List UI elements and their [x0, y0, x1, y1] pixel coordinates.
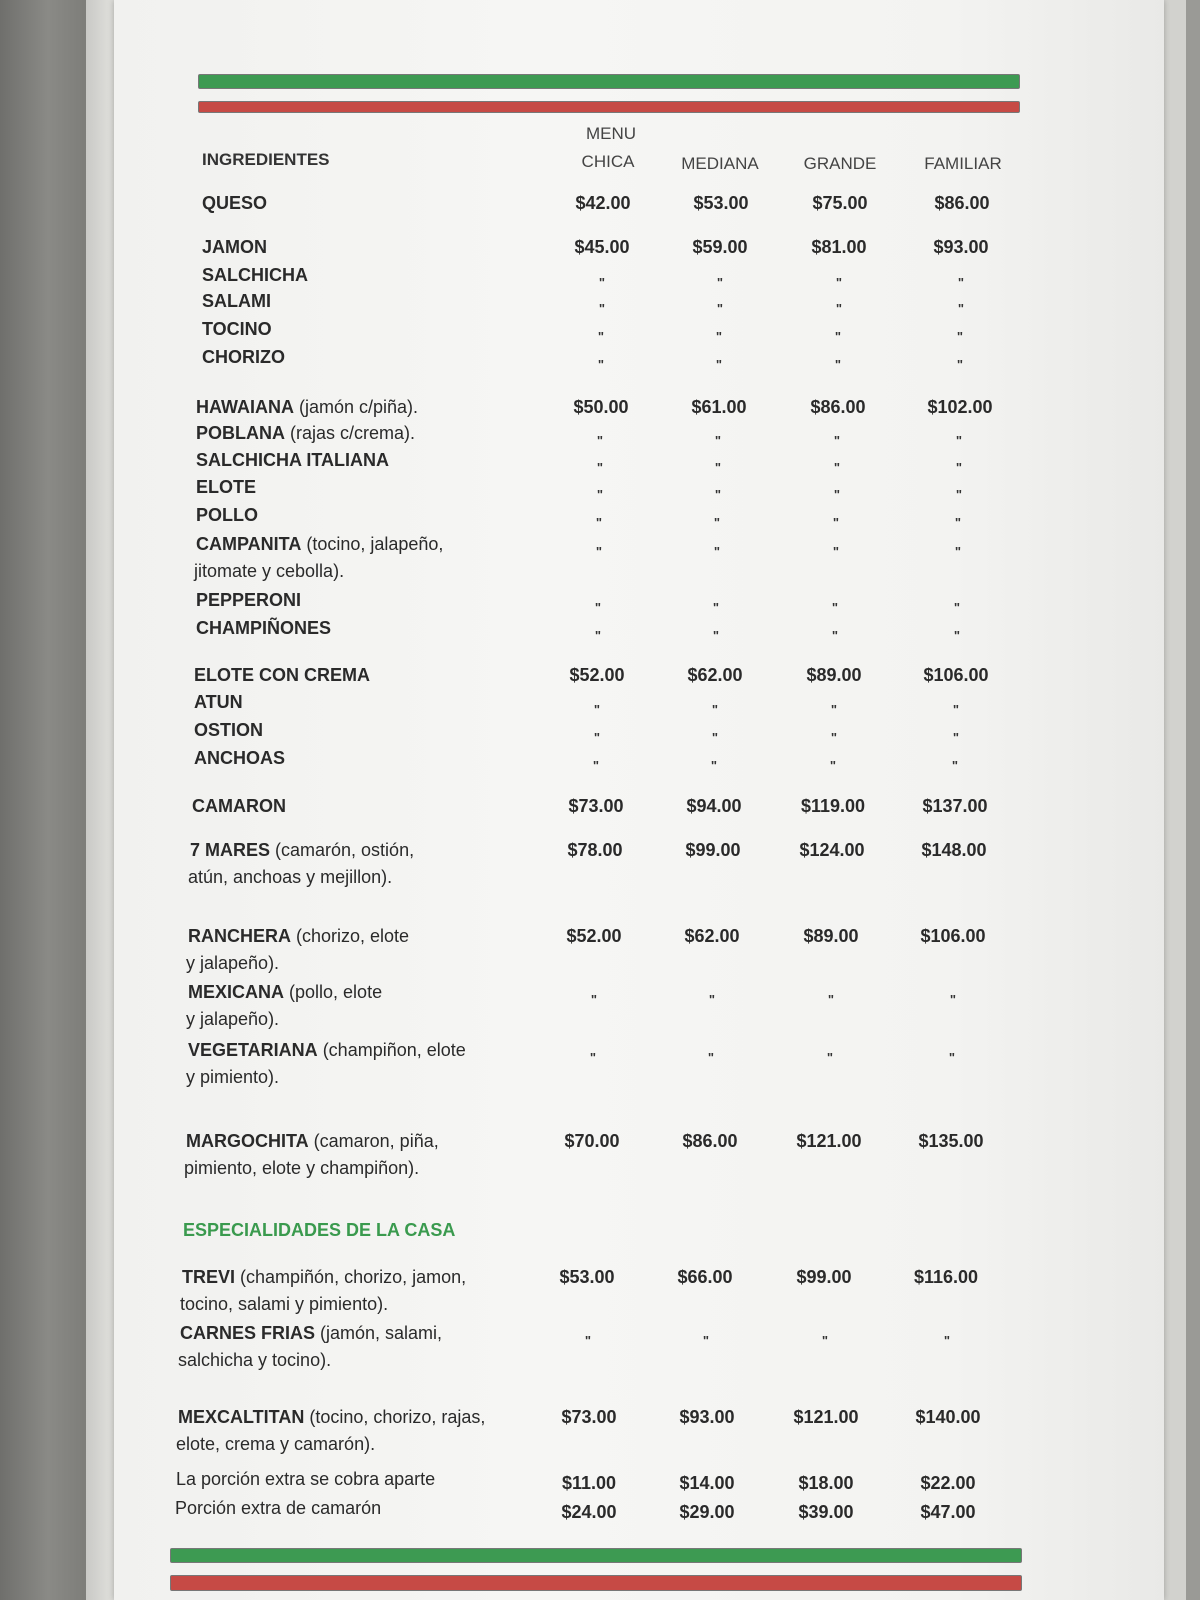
menu-item: [180, 1323, 442, 1344]
price-value: $18.00: [798, 1473, 854, 1493]
item-name: RANCHERA: [188, 926, 291, 946]
price-value: $116.00: [913, 1267, 979, 1287]
menu-item: [202, 265, 308, 286]
price-ditto-mark: ": [821, 1333, 829, 1348]
price-value: $53.00: [559, 1267, 615, 1287]
item-name: ANCHOAS: [194, 748, 286, 768]
menu-item: [196, 534, 443, 555]
menu-item: [194, 748, 285, 769]
price-ditto-mark: ": [584, 1333, 592, 1348]
price-ditto-mark: ": [716, 275, 724, 290]
item-description: (tocino, chorizo, rajas,: [304, 1407, 486, 1427]
price-value: $24.00: [561, 1502, 617, 1522]
price-value: $47.00: [920, 1502, 976, 1522]
price-ditto-mark: ": [707, 1050, 715, 1065]
price-value: $14.00: [679, 1473, 735, 1493]
item-name: POLLO: [196, 505, 258, 525]
price-value: $42.00: [575, 193, 631, 213]
menu-item: [186, 1131, 439, 1152]
item-description-continued: atún, anchoas y mejillon).: [188, 867, 393, 887]
item-name: MEXICANA: [188, 982, 285, 1002]
item-name: QUESO: [202, 193, 268, 213]
price-ditto-mark: ": [712, 628, 720, 643]
price-ditto-mark: ": [593, 730, 601, 745]
price-ditto-mark: ": [831, 600, 839, 615]
price-ditto-mark: ": [715, 329, 723, 344]
menu-item: [196, 477, 256, 498]
size-familiar-header: FAMILIAR: [924, 154, 1002, 173]
price-ditto-mark: ": [590, 992, 598, 1007]
price-ditto-mark: ": [595, 544, 603, 559]
price-ditto-mark: ": [593, 702, 601, 717]
menu-item: [196, 397, 418, 418]
price-ditto-mark: ": [949, 992, 957, 1007]
price-value: $106.00: [923, 665, 989, 685]
menu-item: [194, 692, 243, 713]
item-name: ELOTE: [196, 477, 257, 497]
price-value: $135.00: [918, 1131, 984, 1151]
item-description-continued: y jalapeño).: [186, 1009, 280, 1029]
price-ditto-mark: ": [830, 730, 838, 745]
price-ditto-mark: ": [957, 275, 965, 290]
price-ditto-mark: ": [834, 329, 842, 344]
ingredients-header: INGREDIENTES: [202, 150, 330, 169]
menu-item: [202, 347, 285, 368]
price-value: $93.00: [679, 1407, 735, 1427]
price-ditto-mark: ": [595, 515, 603, 530]
price-value: $94.00: [686, 796, 742, 816]
menu-item: [182, 1267, 466, 1288]
price-value: $86.00: [682, 1131, 738, 1151]
item-description-continued: salchicha y tocino).: [178, 1350, 332, 1370]
item-name: SALCHICHA: [202, 265, 308, 285]
price-value: $52.00: [569, 665, 625, 685]
price-ditto-mark: ": [953, 628, 961, 643]
price-ditto-mark: ": [592, 758, 600, 773]
price-ditto-mark: ": [831, 628, 839, 643]
price-ditto-mark: ": [835, 301, 843, 316]
price-ditto-mark: ": [834, 357, 842, 372]
item-description-continued: pimiento, elote y champiñon).: [184, 1158, 420, 1178]
price-ditto-mark: ": [589, 1050, 597, 1065]
price-value: $99.00: [685, 840, 741, 860]
price-ditto-mark: ": [830, 702, 838, 717]
price-ditto-mark: ": [713, 544, 721, 559]
menu-item: [188, 926, 409, 947]
menu-item: [192, 796, 286, 817]
price-value: $86.00: [934, 193, 990, 213]
price-value: $70.00: [564, 1131, 620, 1151]
price-ditto-mark: ": [596, 487, 604, 502]
size-grande-header: GRANDE: [803, 154, 877, 173]
price-value: $89.00: [803, 926, 859, 946]
item-description: (rajas c/crema).: [285, 423, 416, 443]
price-value: $121.00: [793, 1407, 859, 1427]
price-ditto-mark: ": [713, 515, 721, 530]
price-ditto-mark: ": [598, 275, 606, 290]
price-value: $121.00: [796, 1131, 862, 1151]
extra-portion-label: La porción extra se cobra aparte: [176, 1469, 436, 1489]
item-name: SALCHICHA ITALIANA: [196, 450, 389, 470]
item-name: 7 MARES: [190, 840, 271, 860]
price-value: $45.00: [574, 237, 630, 257]
item-description: (champiñon, elote: [317, 1040, 466, 1060]
item-name: ELOTE CON CREMA: [194, 665, 371, 685]
size-chica-header: CHICA: [581, 152, 635, 171]
price-value: $119.00: [800, 796, 866, 816]
price-ditto-mark: ": [833, 433, 841, 448]
price-ditto-mark: ": [711, 730, 719, 745]
price-value: $11.00: [561, 1473, 617, 1493]
menu-item: [196, 590, 301, 611]
menu-item: [194, 665, 370, 686]
price-value: $29.00: [679, 1502, 735, 1522]
price-value: $102.00: [927, 397, 993, 417]
item-name: CARNES FRIAS: [180, 1323, 316, 1343]
item-name: PEPPERONI: [196, 590, 302, 610]
menu-item: [196, 505, 258, 526]
price-ditto-mark: ": [832, 515, 840, 530]
price-value: $61.00: [691, 397, 747, 417]
menu-item: [188, 1040, 466, 1061]
price-ditto-mark: ": [952, 702, 960, 717]
item-name: OSTION: [194, 720, 264, 740]
menu-header-label: MENU: [585, 124, 637, 143]
price-ditto-mark: ": [710, 758, 718, 773]
item-name: TREVI: [182, 1267, 236, 1287]
item-description-continued: tocino, salami y pimiento).: [180, 1294, 389, 1314]
item-description: (jamón, salami,: [315, 1323, 443, 1343]
price-ditto-mark: ": [955, 487, 963, 502]
price-value: $52.00: [566, 926, 622, 946]
price-ditto-mark: ": [833, 460, 841, 475]
price-ditto-mark: ": [597, 357, 605, 372]
price-value: $73.00: [568, 796, 624, 816]
price-ditto-mark: ": [715, 357, 723, 372]
price-value: $137.00: [922, 796, 988, 816]
price-value: $50.00: [573, 397, 629, 417]
menu-item: [178, 1407, 485, 1428]
price-ditto-mark: ": [955, 460, 963, 475]
price-ditto-mark: ": [714, 460, 722, 475]
menu-item: [196, 450, 389, 471]
price-ditto-mark: ": [596, 433, 604, 448]
price-ditto-mark: ": [596, 460, 604, 475]
item-name: ATUN: [194, 692, 243, 712]
price-value: $86.00: [810, 397, 866, 417]
price-ditto-mark: ": [951, 758, 959, 773]
item-description-continued: elote, crema y camarón).: [176, 1434, 376, 1454]
item-name: CHORIZO: [202, 347, 285, 367]
price-ditto-mark: ": [957, 301, 965, 316]
price-ditto-mark: ": [829, 758, 837, 773]
price-value: $59.00: [692, 237, 748, 257]
price-ditto-mark: ": [835, 275, 843, 290]
item-name: POBLANA: [196, 423, 285, 443]
price-ditto-mark: ": [714, 487, 722, 502]
price-ditto-mark: ": [954, 544, 962, 559]
price-ditto-mark: ": [712, 600, 720, 615]
specials-title: ESPECIALIDADES DE LA CASA: [183, 1220, 456, 1240]
menu-item: [188, 982, 382, 1003]
item-description: (jamón c/piña).: [294, 397, 419, 417]
bottom-red-stripe: [170, 1575, 1022, 1591]
price-value: $124.00: [799, 840, 865, 860]
item-name: HAWAIANA: [196, 397, 294, 417]
menu-item: [190, 840, 414, 861]
item-name: MEXCALTITAN: [178, 1407, 305, 1427]
price-ditto-mark: ": [953, 600, 961, 615]
price-value: $62.00: [687, 665, 743, 685]
item-description-continued: jitomate y cebolla).: [194, 561, 345, 581]
menu-item: [202, 193, 267, 214]
item-description: (camaron, piña,: [308, 1131, 439, 1151]
item-name: TOCINO: [202, 319, 272, 339]
price-value: $93.00: [933, 237, 989, 257]
price-value: $99.00: [796, 1267, 852, 1287]
top-green-stripe: [198, 74, 1020, 89]
bottom-green-stripe: [170, 1548, 1022, 1563]
menu-item: [196, 423, 415, 444]
price-ditto-mark: ": [954, 515, 962, 530]
menu-item: [194, 720, 263, 741]
price-ditto-mark: ": [943, 1333, 951, 1348]
menu-item: [202, 237, 267, 258]
item-description: (champiñón, chorizo, jamon,: [235, 1267, 467, 1287]
item-name: JAMON: [202, 237, 268, 257]
item-description: (chorizo, elote: [291, 926, 410, 946]
menu-item: [202, 319, 272, 340]
price-ditto-mark: ": [702, 1333, 710, 1348]
price-ditto-mark: ": [832, 544, 840, 559]
item-description: (pollo, elote: [284, 982, 383, 1002]
price-value: $66.00: [677, 1267, 733, 1287]
price-ditto-mark: ": [597, 329, 605, 344]
price-value: $148.00: [921, 840, 987, 860]
item-description-continued: y jalapeño).: [186, 953, 280, 973]
price-ditto-mark: ": [716, 301, 724, 316]
price-ditto-mark: ": [594, 628, 602, 643]
price-value: $81.00: [811, 237, 867, 257]
price-ditto-mark: ": [711, 702, 719, 717]
item-name: CAMARON: [192, 796, 286, 816]
price-ditto-mark: ": [714, 433, 722, 448]
price-ditto-mark: ": [826, 1050, 834, 1065]
menu-item: [196, 618, 331, 639]
price-value: $140.00: [915, 1407, 981, 1427]
top-red-stripe: [198, 101, 1020, 113]
price-value: $78.00: [567, 840, 623, 860]
price-ditto-mark: ": [833, 487, 841, 502]
price-value: $39.00: [798, 1502, 854, 1522]
price-value: $106.00: [920, 926, 986, 946]
price-ditto-mark: ": [594, 600, 602, 615]
price-ditto-mark: ": [708, 992, 716, 1007]
price-ditto-mark: ": [956, 329, 964, 344]
price-ditto-mark: ": [598, 301, 606, 316]
price-ditto-mark: ": [827, 992, 835, 1007]
item-name: VEGETARIANA: [188, 1040, 318, 1060]
price-ditto-mark: ": [952, 730, 960, 745]
extra-portion-label: Porción extra de camarón: [175, 1498, 382, 1518]
item-description: (tocino, jalapeño,: [301, 534, 444, 554]
item-description: (camarón, ostión,: [270, 840, 415, 860]
price-ditto-mark: ": [956, 357, 964, 372]
price-ditto-mark: ": [948, 1050, 956, 1065]
item-name: MARGOCHITA: [186, 1131, 309, 1151]
size-mediana-header: MEDIANA: [681, 154, 759, 173]
price-value: $53.00: [693, 193, 749, 213]
price-value: $22.00: [920, 1473, 976, 1493]
item-description-continued: y pimiento).: [186, 1067, 280, 1087]
price-value: $73.00: [561, 1407, 617, 1427]
item-name: CAMPANITA: [196, 534, 302, 554]
price-value: $75.00: [812, 193, 868, 213]
menu-item: [202, 291, 271, 312]
item-name: SALAMI: [202, 291, 271, 311]
item-name: CHAMPIÑONES: [196, 618, 332, 638]
price-value: $89.00: [806, 665, 862, 685]
price-ditto-mark: ": [955, 433, 963, 448]
price-value: $62.00: [684, 926, 740, 946]
